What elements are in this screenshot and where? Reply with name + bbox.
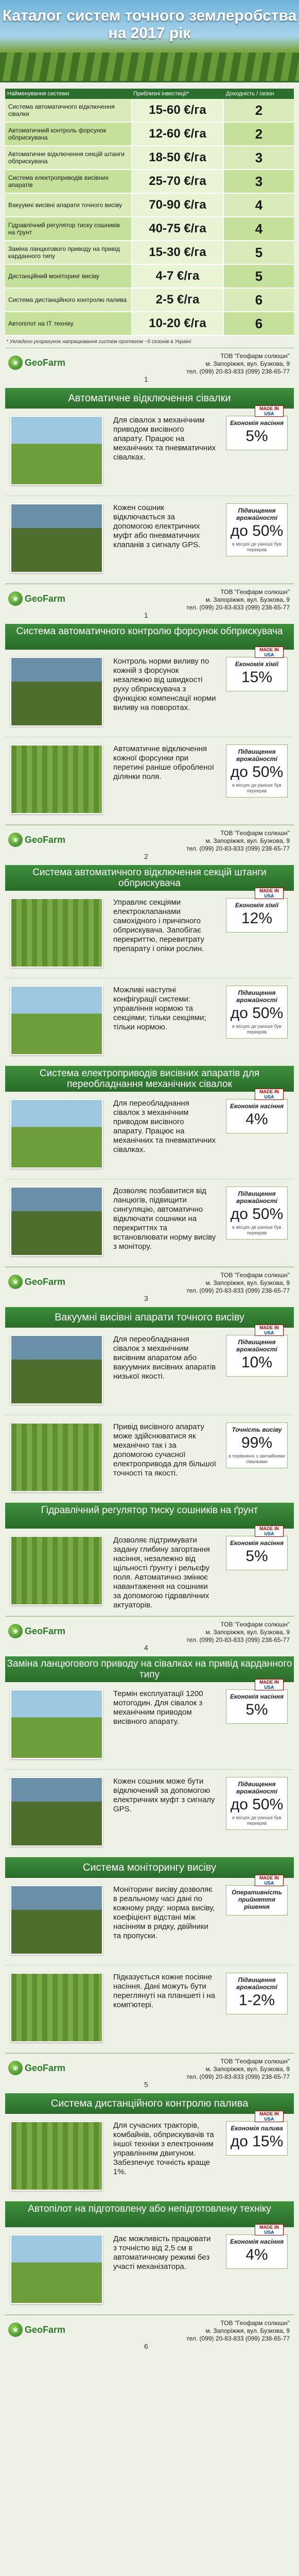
made-in-usa-badge	[255, 1875, 284, 1886]
row-payback: 6	[255, 315, 263, 331]
benefit-value: 5%	[245, 1701, 268, 1718]
usa-top: MADE IN	[259, 1526, 279, 1531]
table-row	[5, 241, 294, 265]
block-description: Для переобладнання сівалок з механічним висівним апаратом або вакуумних висівних апаратів низької якості.	[113, 1335, 216, 1381]
row-price: 15-60 €/га	[131, 99, 224, 122]
section-title: Система автоматичного відключення секцій штанги обприскувача	[5, 865, 294, 891]
benefit-label: Економія хімії	[235, 902, 279, 909]
page-footer	[5, 348, 294, 388]
page-footer	[5, 1267, 294, 1307]
company-name: ТОВ "Геофарм солюшн"	[220, 2058, 290, 2065]
benefit-note: в місцях де раніше був перекрив	[232, 783, 282, 793]
usa-top: MADE IN	[259, 1875, 279, 1880]
benefit-note: в місцях де раніше був перекрив	[232, 1225, 282, 1235]
logo-text: GeoFarm	[25, 1625, 66, 1636]
equipment-photo	[10, 1099, 103, 1168]
benefit-label: Оперативність прийняття рішення	[232, 1889, 282, 1910]
usa-bottom: USA	[264, 1685, 274, 1690]
page-number: 2	[144, 852, 148, 860]
benefit-value: до 15%	[230, 2133, 284, 2150]
usa-top: MADE IN	[259, 406, 279, 411]
section-block	[5, 1526, 294, 1616]
benefit-badge	[226, 416, 288, 450]
made-in-usa-badge	[255, 405, 284, 417]
contact-info	[186, 2058, 290, 2081]
equipment-photo	[10, 416, 103, 485]
section-block	[5, 1179, 294, 1267]
company-phones: тел. (099) 20-83-833 (099) 238-65-77	[186, 2073, 290, 2080]
block-description: Для сучасних тракторів, комбайнів, обприскувачів та іншої техніки з електронним управлінням двигуном. Забезпечує точність краще 1%.	[113, 2121, 214, 2176]
header-payback: Доходність / сезон	[226, 91, 274, 97]
company-phones: тел. (099) 20-83-833 (099) 238-65-77	[186, 1636, 290, 1643]
systems-table	[5, 89, 294, 336]
table-row	[5, 217, 294, 241]
row-name: Заміна ланцюгового приводу на привід карданного типу	[8, 245, 120, 260]
made-in-usa-badge	[255, 1325, 284, 1336]
benefit-label: Економія насіння	[230, 1103, 284, 1110]
section-block	[5, 888, 294, 978]
company-name: ТОВ "Геофарм солюшн"	[220, 1621, 290, 1628]
equipment-photo	[10, 744, 103, 814]
benefit-badge	[226, 1885, 288, 1916]
benefit-badge	[226, 1777, 288, 1830]
row-price: 70-90 €/га	[131, 194, 224, 216]
benefit-value: до 50%	[230, 522, 284, 539]
equipment-photo	[10, 1973, 103, 2042]
page-number: 1	[144, 375, 148, 383]
benefit-label: Економія палива	[231, 2125, 283, 2132]
usa-bottom: USA	[264, 1094, 274, 1099]
hero-banner	[0, 0, 299, 82]
logo-text: GeoFarm	[25, 834, 66, 845]
page-footer	[5, 2053, 294, 2093]
benefit-badge	[226, 2121, 288, 2156]
row-payback: 2	[255, 126, 263, 142]
benefit-label: Економія насіння	[230, 419, 284, 427]
benefit-label: Економія насіння	[230, 2238, 284, 2245]
benefit-value: 4%	[245, 2246, 268, 2263]
table-row	[5, 99, 294, 123]
page-number: 6	[144, 2342, 148, 2350]
page-number: 5	[144, 2080, 148, 2089]
company-address: м. Запоріжжя, вул. Бузкова, 9	[205, 596, 290, 603]
block-description: Кожен сошник відключається за допомогою електричних муфт або пневматичних клапанів з сигналу GPS.	[113, 503, 201, 549]
benefit-value: 99%	[241, 1434, 273, 1451]
block-description: Для сівалок з механічним приводом висівного апарату. Працює на механічних та пневматичних сівалках.	[113, 416, 216, 462]
benefit-label: Підвищення врожайності	[236, 1338, 277, 1353]
benefit-value: 12%	[241, 910, 273, 927]
company-phones: тел. (099) 20-83-833 (099) 238-65-77	[186, 604, 290, 611]
leaf-icon: ❀	[8, 1624, 23, 1638]
company-phones: тел. (099) 20-83-833 (099) 238-65-77	[186, 368, 290, 375]
equipment-photo	[10, 2234, 103, 2304]
benefit-badge	[226, 986, 288, 1039]
benefit-value: 5%	[245, 428, 268, 445]
row-price: 10-20 €/га	[131, 312, 224, 335]
section-block	[5, 1875, 294, 1965]
company-name: ТОВ "Геофарм солюшн"	[220, 352, 290, 360]
leaf-icon: ❀	[8, 833, 23, 847]
row-name: Система автоматичного відключення сівалки	[8, 103, 115, 117]
row-name: Автопілот на ІТ техніку	[8, 320, 74, 327]
row-payback: 4	[255, 221, 263, 236]
table-row	[5, 170, 294, 194]
row-price: 4-7 €/га	[131, 265, 224, 287]
block-description: Підказується кожне посіяне насіння. Дані можуть бути переглянуті на планшеті і на комп'ютері.	[113, 1973, 215, 2009]
logo-text: GeoFarm	[25, 2324, 66, 2335]
benefit-badge	[226, 657, 288, 691]
usa-top: MADE IN	[259, 2225, 279, 2230]
benefit-label: Підвищення врожайності	[236, 989, 277, 1004]
benefit-badge	[226, 1689, 288, 1724]
section-title: Система автоматичного контролю форсунок обприскувача	[5, 624, 294, 650]
block-description: Контроль норми виливу по кожній з форсунок незалежно від швидкості руху обприскувача з функцією компенсації норми виливу на поворотах.	[113, 657, 216, 712]
benefit-badge	[226, 744, 288, 798]
usa-bottom: USA	[264, 1531, 274, 1536]
made-in-usa-badge	[255, 1089, 284, 1100]
benefit-value: 4%	[245, 1111, 268, 1128]
logo	[8, 2323, 65, 2337]
benefit-badge	[226, 898, 288, 933]
table-row	[5, 194, 294, 217]
block-description: Автоматичне відключення кожної форсунки при перетині раніше обробленої ділянки поля.	[113, 744, 214, 781]
usa-top: MADE IN	[259, 888, 279, 893]
benefit-badge	[226, 2234, 288, 2269]
table-footnote: * Укладено розрахунок напрацювання систем протягом ~5 сезонів в Україні	[6, 339, 191, 345]
usa-top: MADE IN	[259, 647, 279, 652]
row-name: Система дистанційного контролю палива	[8, 296, 127, 303]
equipment-photo	[10, 657, 103, 726]
logo	[8, 591, 65, 606]
made-in-usa-badge	[255, 1679, 284, 1690]
section-title: Система дистанційного контролю палива	[5, 2093, 294, 2114]
row-name: Гідравлічний регулятор тиску сошників на ґрунт	[8, 222, 120, 236]
section-title: Заміна ланцюгового приводу на сівалках на привід карданного типу	[5, 1656, 294, 1682]
section-block	[5, 1415, 294, 1503]
table-row	[5, 265, 294, 289]
row-payback: 5	[255, 244, 263, 260]
page-footer	[5, 1616, 294, 1656]
benefit-value: до 50%	[230, 764, 284, 781]
usa-top: MADE IN	[259, 1325, 279, 1330]
leaf-icon: ❀	[8, 1275, 23, 1289]
benefit-label: Точність висіву	[232, 1426, 282, 1433]
leaf-icon: ❀	[8, 2323, 23, 2337]
row-name: Автоматичне відключення секцій штанги обприскувача	[8, 150, 125, 165]
section-block	[5, 1770, 294, 1857]
benefit-note: в місцях де раніше був перекрив	[232, 1024, 282, 1035]
usa-top: MADE IN	[259, 1089, 279, 1094]
benefit-note: в порівнянні з звичайними сівалками	[228, 1453, 285, 1464]
benefit-value: 15%	[241, 669, 273, 686]
company-phones: тел. (099) 20-83-833 (099) 238-65-77	[186, 2335, 290, 2342]
row-price: 18-50 €/га	[131, 146, 224, 169]
benefit-value: 5%	[245, 1548, 268, 1565]
benefit-label: Підвищення врожайності	[236, 1976, 277, 1991]
block-description: Для переобладнання сівалок з механічним приводом висівного апарату. Працює на механічних та пневматичних сівалках.	[113, 1099, 216, 1154]
company-address: м. Запоріжжя, вул. Бузкова, 9	[205, 1279, 290, 1286]
header-name: Найменування системи	[7, 91, 69, 97]
made-in-usa-badge	[255, 2111, 284, 2122]
page-footer	[5, 825, 294, 865]
logo	[8, 833, 65, 847]
row-price: 25-70 €/га	[131, 170, 224, 193]
usa-bottom: USA	[264, 1880, 274, 1886]
row-name: Вакуумні висівні апарати точного висіву	[8, 201, 122, 209]
equipment-photo	[10, 986, 103, 1055]
row-name: Дистанційний моніторинг висіву	[8, 273, 99, 280]
page-number: 4	[144, 1643, 148, 1652]
block-description: Термін експлуатації 1200 мотогодин. Для сівалок з механічним приводом висівного апарату.	[113, 1689, 203, 1726]
row-payback: 3	[255, 149, 263, 165]
row-price: 40-75 €/га	[131, 217, 224, 240]
block-description: Можливі наступні конфігурації системи: управління нормою та секціями; тільки секціями; тільки нормою.	[113, 986, 206, 1031]
section-block	[5, 1325, 294, 1415]
block-description: Управляє секціями електроклапанами самохідного і причіпного обприскувача. Запобігає перекриттю, перевитрату препарату і опіки рослин.	[113, 898, 205, 953]
benefit-value: 1-2%	[238, 1992, 275, 2009]
benefit-value: до 50%	[230, 1206, 284, 1223]
logo-text: GeoFarm	[25, 357, 66, 368]
leaf-icon: ❀	[8, 2061, 23, 2075]
page-number: 1	[144, 611, 148, 619]
made-in-usa-badge	[255, 2224, 284, 2235]
contact-info	[186, 588, 290, 612]
benefit-badge	[226, 1099, 288, 1133]
table-row	[5, 289, 294, 312]
usa-bottom: USA	[264, 893, 274, 899]
usa-top: MADE IN	[259, 2111, 279, 2116]
section-block	[5, 2227, 294, 2315]
section-block	[5, 1089, 294, 1179]
company-address: м. Запоріжжя, вул. Бузкова, 9	[205, 837, 290, 844]
company-address: м. Запоріжжя, вул. Бузкова, 9	[205, 1629, 290, 1636]
made-in-usa-badge	[255, 647, 284, 658]
benefit-badge	[226, 1973, 288, 2014]
logo-text: GeoFarm	[25, 1276, 66, 1287]
block-description: Дає можливість працювати з точністю від 2,5 см в автоматичному режимі без участі механізатора.	[113, 2234, 211, 2271]
benefit-label: Підвищення врожайності	[236, 507, 277, 521]
equipment-photo	[10, 1335, 103, 1404]
equipment-photo	[10, 1777, 103, 1846]
section-title: Система моніторингу висіву	[5, 1857, 294, 1878]
section-block	[5, 1965, 294, 2053]
equipment-photo	[10, 1689, 103, 1759]
usa-bottom: USA	[264, 411, 274, 416]
table-row	[5, 146, 294, 170]
benefit-label: Підвищення врожайності	[236, 1190, 277, 1205]
page-footer	[5, 584, 294, 624]
row-name: Система електроприводів висівних апаратів	[8, 174, 109, 189]
logo	[8, 1275, 65, 1289]
equipment-photo	[10, 1885, 103, 1955]
section-title: Гідравлічний регулятор тиску сошників на ґрунт	[5, 1503, 294, 1529]
equipment-photo	[10, 1422, 103, 1492]
leaf-icon: ❀	[8, 591, 23, 606]
row-payback: 3	[255, 173, 263, 189]
benefit-value: до 50%	[230, 1005, 284, 1022]
field-photo	[0, 53, 299, 81]
block-description: Дозволяє підтримувати задану глибину загортання насіння, незалежно від щільності ґрунту і рельєфу поля. Автоматично змінює навантаження на сошники за допомогою гідравлічних актуаторів.	[113, 1536, 210, 1609]
page-footer	[5, 2315, 294, 2355]
usa-bottom: USA	[264, 1330, 274, 1335]
equipment-photo	[10, 1536, 103, 1605]
row-payback: 4	[255, 197, 263, 213]
benefit-badge	[226, 1422, 288, 1468]
equipment-photo	[10, 2121, 103, 2191]
header-price: Приблизні інвестиції*	[133, 91, 189, 97]
equipment-photo	[10, 898, 103, 968]
benefit-badge	[226, 1187, 288, 1240]
block-description: Дозволяє позбавитися від ланцюгів, підвищити сингуляцію, автоматично відключати сошники на перекриттях та встановлювати норму висіву з монітору.	[113, 1187, 216, 1251]
logo-text: GeoFarm	[25, 593, 66, 604]
section-block	[5, 978, 294, 1066]
section-block	[5, 647, 294, 737]
benefit-value: до 50%	[230, 1796, 284, 1813]
section-title: Система електроприводів висівних апаратів для переобладнання механічних сівалок	[5, 1066, 294, 1092]
benefit-note: в місцях де раніше був перекрив	[232, 1815, 282, 1826]
row-price: 12-60 €/га	[131, 123, 224, 145]
company-phones: тел. (099) 20-83-833 (099) 238-65-77	[186, 1287, 290, 1294]
usa-bottom: USA	[264, 2230, 274, 2235]
logo	[8, 355, 65, 370]
made-in-usa-badge	[255, 888, 284, 899]
contact-info	[186, 829, 290, 853]
block-description: Кожен сошник може бути відключений за допомогою електричних муфт з сигналу GPS.	[113, 1777, 215, 1814]
benefit-badge	[226, 1536, 288, 1570]
row-payback: 2	[255, 102, 263, 118]
company-name: ТОВ "Геофарм солюшн"	[220, 588, 290, 596]
logo	[8, 1624, 65, 1638]
section-title: Автопілот на підготовлену або непідготовлену техніку	[5, 2201, 294, 2227]
table-row	[5, 123, 294, 146]
row-name: Автоматичний контроль форсунок обприскувача	[8, 127, 107, 141]
page-title: Каталог систем точного землеробства на 2017 рік	[2, 7, 297, 42]
contact-info	[186, 1272, 290, 1295]
benefit-badge	[226, 503, 288, 556]
benefit-label: Підвищення врожайності	[236, 1781, 277, 1795]
contact-info	[186, 2319, 290, 2343]
made-in-usa-badge	[255, 1526, 284, 1537]
logo-text: GeoFarm	[25, 2062, 66, 2073]
section-title: Вакуумні висівні апарати точного висіву	[5, 1307, 294, 1328]
company-address: м. Запоріжжя, вул. Бузкова, 9	[205, 2065, 290, 2073]
benefit-note: в місцях де раніше був перекрив	[232, 541, 282, 552]
section-block	[5, 2111, 294, 2201]
block-description: Привід висівного апарату може здійснюватися як механічно так і за допомогою сучасної електропривода для більшої точності та якості.	[113, 1422, 216, 1478]
company-name: ТОВ "Геофарм солюшн"	[220, 2319, 290, 2327]
row-payback: 5	[255, 268, 263, 284]
section-block	[5, 406, 294, 496]
section-block	[5, 737, 294, 825]
equipment-photo	[10, 503, 103, 573]
contact-info	[186, 1621, 290, 1644]
benefit-label: Економія хімії	[235, 660, 279, 668]
section-block	[5, 496, 294, 584]
section-title: Автоматичне відключення сівалки	[5, 388, 294, 409]
benefit-badge	[226, 1335, 288, 1377]
company-address: м. Запоріжжя, вул. Бузкова, 9	[205, 360, 290, 367]
logo	[8, 2061, 65, 2075]
page-number: 3	[144, 1294, 148, 1302]
benefit-label: Економія насіння	[230, 1693, 284, 1700]
contact-info	[186, 352, 290, 376]
usa-bottom: USA	[264, 652, 274, 657]
table-header	[5, 89, 294, 99]
row-payback: 6	[255, 292, 263, 308]
row-price: 2-5 €/га	[131, 289, 224, 311]
company-name: ТОВ "Геофарм солюшн"	[220, 829, 290, 837]
row-price: 15-30 €/га	[131, 241, 224, 264]
benefit-label: Економія насіння	[230, 1539, 284, 1547]
usa-top: MADE IN	[259, 1680, 279, 1685]
table-row	[5, 312, 294, 336]
company-phones: тел. (099) 20-83-833 (099) 238-65-77	[186, 845, 290, 852]
company-name: ТОВ "Геофарм солюшн"	[220, 1272, 290, 1279]
section-block	[5, 1682, 294, 1770]
leaf-icon: ❀	[8, 355, 23, 370]
benefit-value: 10%	[241, 1354, 273, 1371]
benefit-label: Підвищення врожайності	[236, 748, 277, 762]
company-address: м. Запоріжжя, вул. Бузкова, 9	[205, 2327, 290, 2334]
usa-bottom: USA	[264, 2116, 274, 2122]
equipment-photo	[10, 1187, 103, 1256]
block-description: Моніторинг висіву дозволяє в реальному часі дані по кожному ряду: норма висіву, коефіцієнт відстані між насінням в рядку, двійники та пропуски.	[113, 1885, 215, 1940]
